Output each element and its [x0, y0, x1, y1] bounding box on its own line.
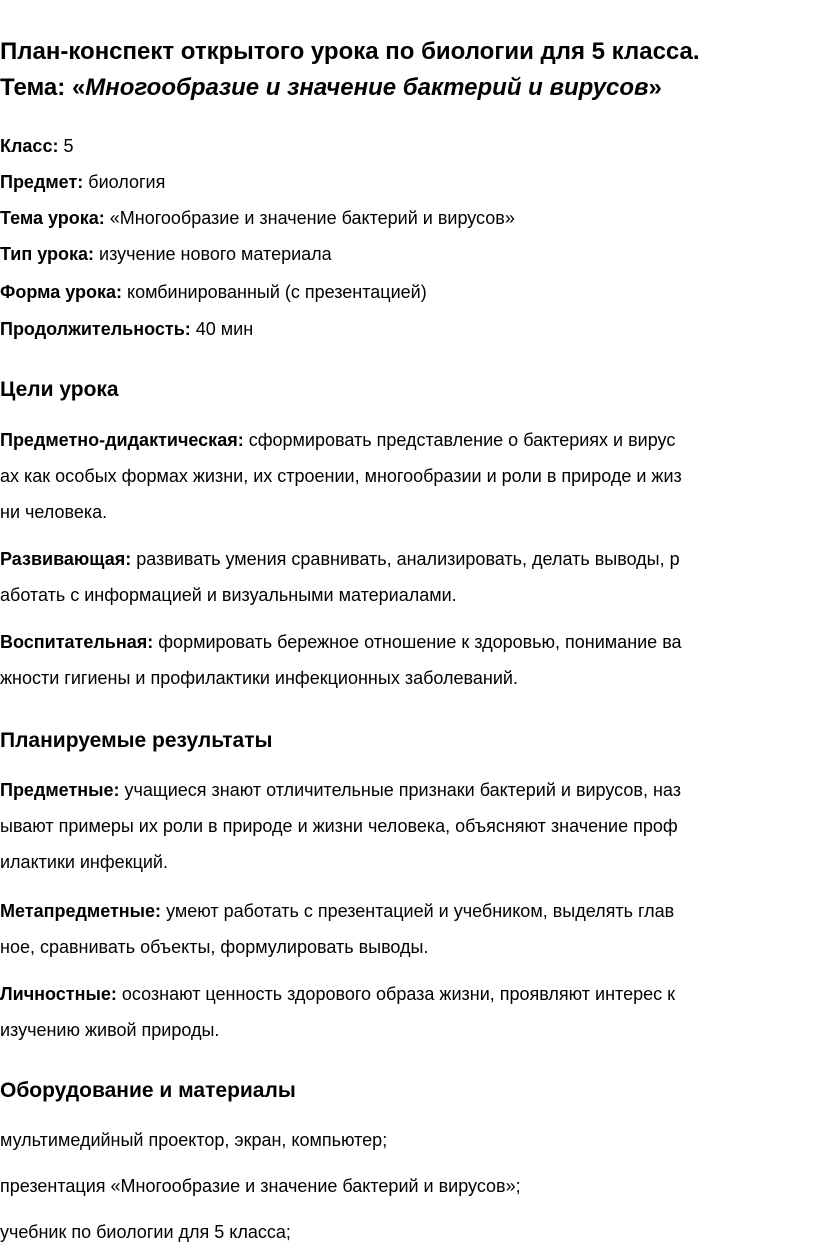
meta-label: Предмет: — [0, 172, 84, 192]
result-label: Метапредметные: — [0, 901, 162, 921]
goal-text: ах как особых формах жизни, их строении, многообразии и роли в природе и жиз — [0, 466, 682, 486]
result-label: Предметные: — [0, 780, 120, 800]
meta-value: изучение нового материала — [94, 244, 332, 264]
meta-label: Класс: — [0, 136, 59, 156]
meta-value: «Многообразие и значение бактерий и вирусов» — [104, 208, 515, 228]
meta-label: Форма урока: — [0, 282, 122, 302]
meta-class — [0, 133, 816, 159]
result-text: ывают примеры их роли в природе и жизни человека, объясняют значение проф — [0, 816, 678, 836]
meta-value: 40 мин — [190, 319, 254, 339]
goal-educational — [0, 624, 816, 696]
equipment-heading: Оборудование и материалы — [0, 1079, 296, 1102]
result-text: учащиеся знают отличительные признаки бактерий и вирусов, наз — [119, 780, 681, 800]
meta-lesson-form — [0, 279, 816, 305]
result-text: илактики инфекций. — [0, 852, 168, 872]
title-prefix: Тема: « — [0, 74, 86, 101]
goal-text: жности гигиены и профилактики инфекционных заболеваний. — [0, 668, 518, 688]
equipment-item: мультимедийный проектор, экран, компьютер; — [0, 1130, 388, 1150]
goal-text: развивать умения сравнивать, анализировать, делать выводы, р — [131, 549, 680, 569]
meta-subject — [0, 169, 816, 195]
goal-didactic — [0, 422, 816, 530]
title-line-1: План-конспект открытого урока по биологии для 5 класса. — [0, 38, 700, 65]
meta-value: биология — [83, 172, 166, 192]
meta-duration — [0, 316, 816, 342]
goal-label: Воспитательная: — [0, 632, 154, 652]
goal-text: аботать с информацией и визуальными материалами. — [0, 585, 457, 605]
meta-label: Тип урока: — [0, 244, 95, 264]
equipment-item: презентация «Многообразие и значение бактерий и вирусов»; — [0, 1176, 521, 1196]
goals-heading: Цели урока — [0, 378, 119, 401]
goal-text: формировать бережное отношение к здоровью, понимание ва — [153, 632, 682, 652]
meta-lesson-type — [0, 241, 816, 267]
goal-developing — [0, 541, 816, 613]
result-text: ное, сравнивать объекты, формулировать выводы. — [0, 937, 429, 957]
goal-text: ни человека. — [0, 502, 108, 522]
equipment-item: учебник по биологии для 5 класса; — [0, 1222, 291, 1242]
result-text: изучению живой природы. — [0, 1020, 220, 1040]
meta-value: комбинированный (с презентацией) — [121, 282, 427, 302]
meta-value: 5 — [58, 136, 74, 156]
goal-label: Предметно-дидактическая: — [0, 430, 244, 450]
result-label: Личностные: — [0, 984, 117, 1004]
result-metasubject — [0, 893, 816, 965]
title-topic: Многообразие и значение бактерий и вирусов — [85, 74, 649, 101]
result-subject — [0, 772, 816, 880]
title-suffix: » — [648, 74, 662, 101]
goal-text: сформировать представление о бактериях и вирус — [243, 430, 676, 450]
title-line-2 — [0, 70, 816, 106]
meta-label: Тема урока: — [0, 208, 105, 228]
result-personal — [0, 976, 816, 1048]
result-text: осознают ценность здорового образа жизни, проявляют интерес к — [116, 984, 675, 1004]
document-title — [0, 34, 816, 106]
results-heading: Планируемые результаты — [0, 729, 273, 752]
meta-topic — [0, 205, 816, 231]
meta-label: Продолжительность: — [0, 319, 191, 339]
result-text: умеют работать с презентацией и учебником, выделять глав — [161, 901, 675, 921]
goal-label: Развивающая: — [0, 549, 132, 569]
